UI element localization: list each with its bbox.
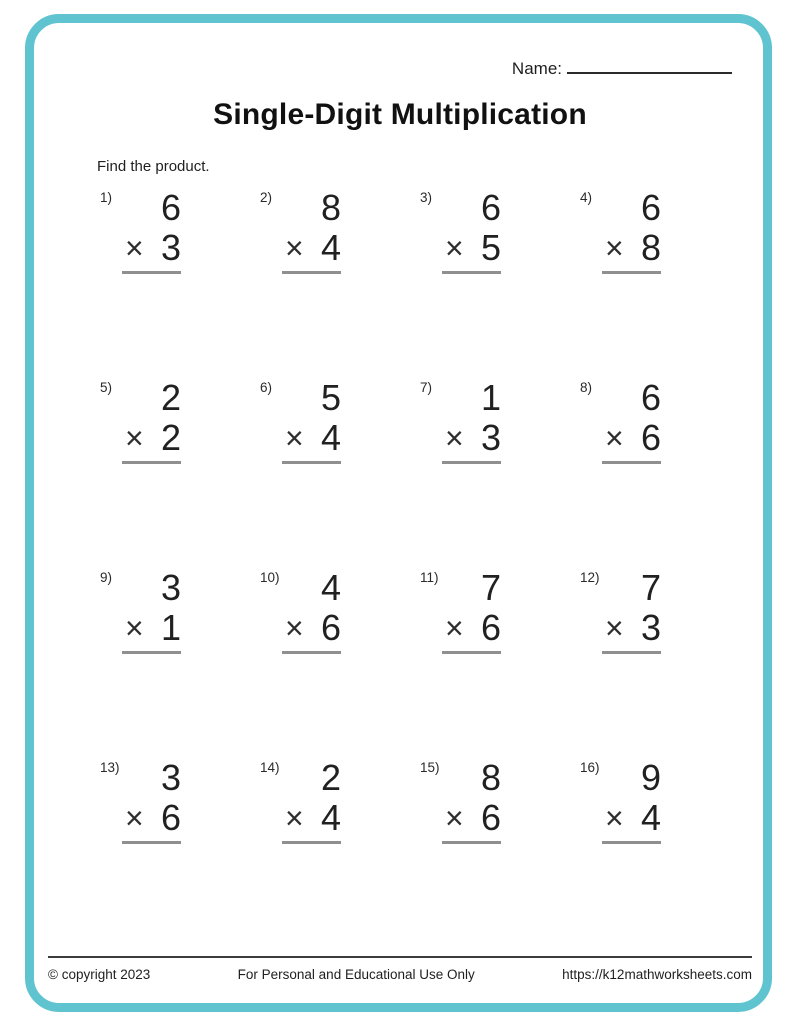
usage-text: For Personal and Educational Use Only [237,967,475,982]
bottom-operand-row [285,608,341,648]
problem-number: 2) [260,190,273,205]
footer [48,967,752,982]
bottom-operand-row [285,418,341,458]
bottom-operand: 4 [320,227,341,268]
problem-cell [260,758,420,948]
bottom-operand: 6 [640,417,661,458]
bottom-operand: 8 [640,227,661,268]
bottom-operand-row [125,608,181,648]
problem-work-area [285,378,341,464]
top-operand: 6 [640,187,661,228]
problem-cell [100,568,260,758]
multiplication-sign-icon: × [125,230,144,266]
multiplication-sign-icon: × [445,230,464,266]
multiplication-sign-icon: × [125,610,144,646]
bottom-operand: 4 [320,417,341,458]
answer-line [282,841,341,844]
bottom-operand: 3 [160,227,181,268]
top-operand: 3 [160,567,181,608]
bottom-operand-row [445,608,501,648]
bottom-operand: 1 [160,607,181,648]
multiplication-sign-icon: × [285,420,304,456]
answer-line [602,271,661,274]
problem-number: 13) [100,760,120,775]
problem-cell [580,188,740,378]
answer-line [282,271,341,274]
bottom-operand-row [125,228,181,268]
answer-line [442,841,501,844]
problem-number: 14) [260,760,280,775]
bottom-operand-row [605,228,661,268]
top-operand: 6 [480,187,501,228]
top-operand: 6 [160,187,181,228]
problem-number: 1) [100,190,113,205]
problem-cell [260,568,420,758]
problem-number: 10) [260,570,280,585]
footer-url: https://k12mathworksheets.com [562,967,752,982]
problem-work-area [125,378,181,464]
bottom-operand-row [605,798,661,838]
answer-line [282,461,341,464]
top-operand: 5 [320,377,341,418]
problem-cell [580,758,740,948]
bottom-operand-row [125,418,181,458]
answer-line [602,841,661,844]
problem-cell [580,568,740,758]
name-label: Name: [511,59,562,78]
problem-cell [100,378,260,568]
answer-line [122,461,181,464]
problem-number: 16) [580,760,600,775]
top-operand: 7 [640,567,661,608]
problem-work-area [445,378,501,464]
problem-cell [420,378,580,568]
problem-number: 11) [420,570,439,585]
bottom-operand-row [445,228,501,268]
bottom-operand: 6 [480,607,501,648]
problem-number: 6) [260,380,273,395]
answer-line [122,271,181,274]
answer-line [602,651,661,654]
top-operand: 3 [160,757,181,798]
top-operand: 2 [320,757,341,798]
bottom-operand: 6 [160,797,181,838]
problems-grid [100,188,740,948]
bottom-operand: 2 [160,417,181,458]
problem-work-area [125,568,181,654]
answer-line [442,461,501,464]
problem-cell [580,378,740,568]
bottom-operand-row [285,798,341,838]
bottom-operand-row [125,798,181,838]
multiplication-sign-icon: × [285,610,304,646]
multiplication-sign-icon: × [125,420,144,456]
problem-work-area [445,758,501,844]
bottom-operand-row [445,418,501,458]
problem-cell [420,758,580,948]
multiplication-sign-icon: × [605,230,624,266]
multiplication-sign-icon: × [605,800,624,836]
answer-line [122,651,181,654]
top-operand: 2 [160,377,181,418]
name-field-row [512,58,732,79]
page-title: Single-Digit Multiplication [213,98,587,131]
multiplication-sign-icon: × [445,420,464,456]
problem-number: 3) [420,190,433,205]
problem-work-area [125,188,181,274]
bottom-operand: 6 [320,607,341,648]
problem-number: 4) [580,190,593,205]
multiplication-sign-icon: × [285,230,304,266]
problem-work-area [285,188,341,274]
problem-work-area [445,188,501,274]
problem-work-area [605,758,661,844]
problem-number: 15) [420,760,440,775]
top-operand: 9 [640,757,661,798]
bottom-operand: 3 [480,417,501,458]
top-operand: 4 [320,567,341,608]
problem-number: 7) [420,380,433,395]
multiplication-sign-icon: × [445,800,464,836]
instructions-text: Find the product. [97,158,210,175]
problem-work-area [605,568,661,654]
problem-cell [100,758,260,948]
top-operand: 6 [640,377,661,418]
bottom-operand-row [445,798,501,838]
problem-number: 8) [580,380,593,395]
multiplication-sign-icon: × [445,610,464,646]
problem-cell [260,188,420,378]
top-operand: 7 [480,567,501,608]
top-operand: 1 [480,377,501,418]
bottom-operand-row [605,608,661,648]
answer-line [442,271,501,274]
bottom-operand: 4 [320,797,341,838]
multiplication-sign-icon: × [285,800,304,836]
bottom-operand-row [605,418,661,458]
multiplication-sign-icon: × [605,610,624,646]
problem-number: 12) [580,570,600,585]
answer-line [122,841,181,844]
problem-cell [420,188,580,378]
footer-divider [48,956,752,958]
bottom-operand-row [285,228,341,268]
problem-cell [260,378,420,568]
name-blank-line [567,58,732,74]
problem-work-area [285,568,341,654]
bottom-operand: 6 [480,797,501,838]
answer-line [282,651,341,654]
answer-line [442,651,501,654]
problem-number: 5) [100,380,113,395]
bottom-operand: 4 [640,797,661,838]
answer-line [602,461,661,464]
bottom-operand: 5 [480,227,501,268]
multiplication-sign-icon: × [125,800,144,836]
top-operand: 8 [320,187,341,228]
problem-number: 9) [100,570,113,585]
problem-work-area [605,188,661,274]
problem-cell [100,188,260,378]
problem-work-area [285,758,341,844]
problem-cell [420,568,580,758]
problem-work-area [125,758,181,844]
multiplication-sign-icon: × [605,420,624,456]
top-operand: 8 [480,757,501,798]
problem-work-area [605,378,661,464]
copyright-text: © copyright 2023 [48,967,151,982]
bottom-operand: 3 [640,607,661,648]
problem-work-area [445,568,501,654]
